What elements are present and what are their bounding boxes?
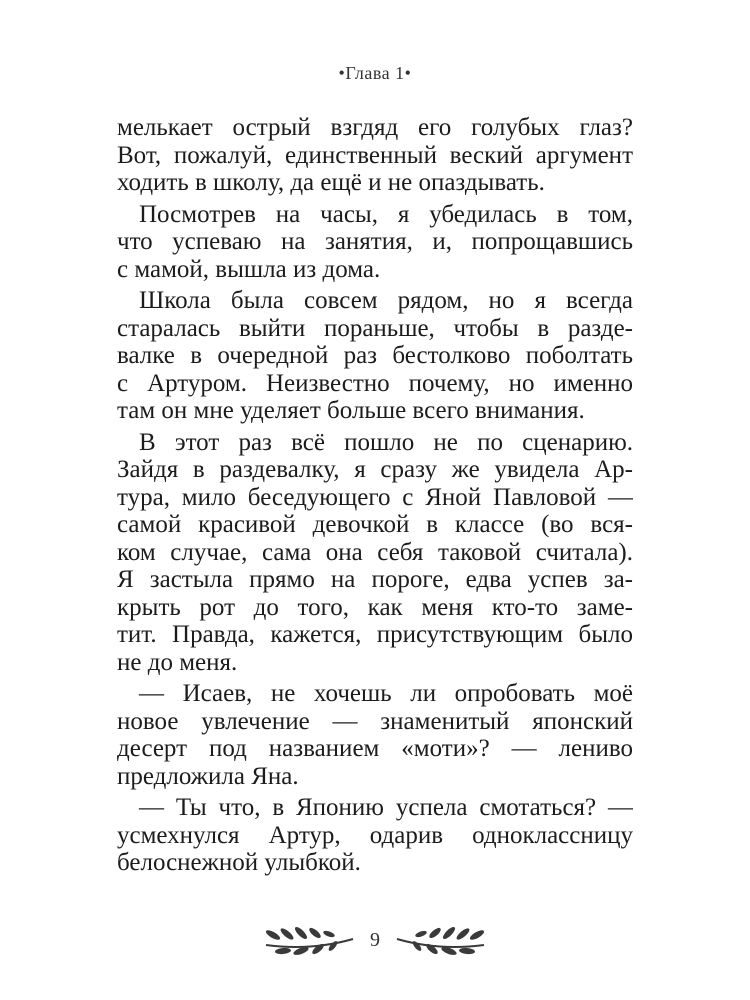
text-line: мелькает острый взгдяд его голубых глаз? <box>117 114 633 141</box>
text-line: старалась выйти пораньше, чтобы в разде- <box>117 314 633 342</box>
text-line: предложила Яна. <box>117 762 299 790</box>
text-line: — Исаев, не хочешь ли опробовать моё <box>139 680 633 707</box>
text-line: не до меня. <box>117 648 238 676</box>
body-text <box>117 114 633 877</box>
text-line: В этот раз всё пошло не по сценарию. <box>139 428 633 456</box>
text-line: тура, мило беседующего с Яной Павловой — <box>117 483 633 511</box>
text-line: ком случае, сама она себя таковой считала). <box>117 538 633 566</box>
text-line: Посмотрев на часы, я убедилась в том, <box>139 200 633 228</box>
page-number: 9 <box>370 928 380 951</box>
text-line: Школа была совсем рядом, но я всегда <box>139 287 633 314</box>
text-line: что успеваю на занятия, и, попрощавшись <box>117 228 633 255</box>
text-line: крыть рот до того, как меня кто-то заме- <box>117 593 633 621</box>
text-line: валке в очередной раз бестолково поболтать <box>117 342 633 369</box>
laurel-branch-left-icon <box>261 925 356 955</box>
text-line: усмехнулся Артур, одарив одноклассницу <box>117 821 633 849</box>
running-header-chapter: •Глава 1• <box>338 63 412 83</box>
text-line: самой красивой девочкой в классе (во вся- <box>117 511 633 538</box>
text-line: там он мне уделяет больше всего внимания. <box>117 397 585 424</box>
text-line: Вот, пожалуй, единственный веский аргумент <box>117 141 633 169</box>
text-line: Я застыла прямо на пороге, едва успев за- <box>117 566 633 593</box>
text-line: с мамой, вышла из дома. <box>117 255 381 283</box>
text-line: десерт под названием «моти»? — лениво <box>117 735 633 762</box>
text-line: тит. Правда, кажется, присутствующим было <box>117 621 633 648</box>
text-line: ходить в школу, да ещё и не опаздывать. <box>117 169 545 196</box>
text-line: с Артуром. Неизвестно почему, но именно <box>117 369 633 397</box>
text-line: новое увлечение — знаменитый японский <box>117 707 633 735</box>
laurel-branch-right-icon <box>394 925 489 955</box>
text-line: Зайдя в раздевалку, я сразу же увидела Ар- <box>117 456 633 483</box>
text-line: — Ты что, в Японию успела смотаться? — <box>139 794 633 821</box>
text-line: белоснежной улыбкой. <box>117 849 361 876</box>
page-footer <box>0 925 750 955</box>
